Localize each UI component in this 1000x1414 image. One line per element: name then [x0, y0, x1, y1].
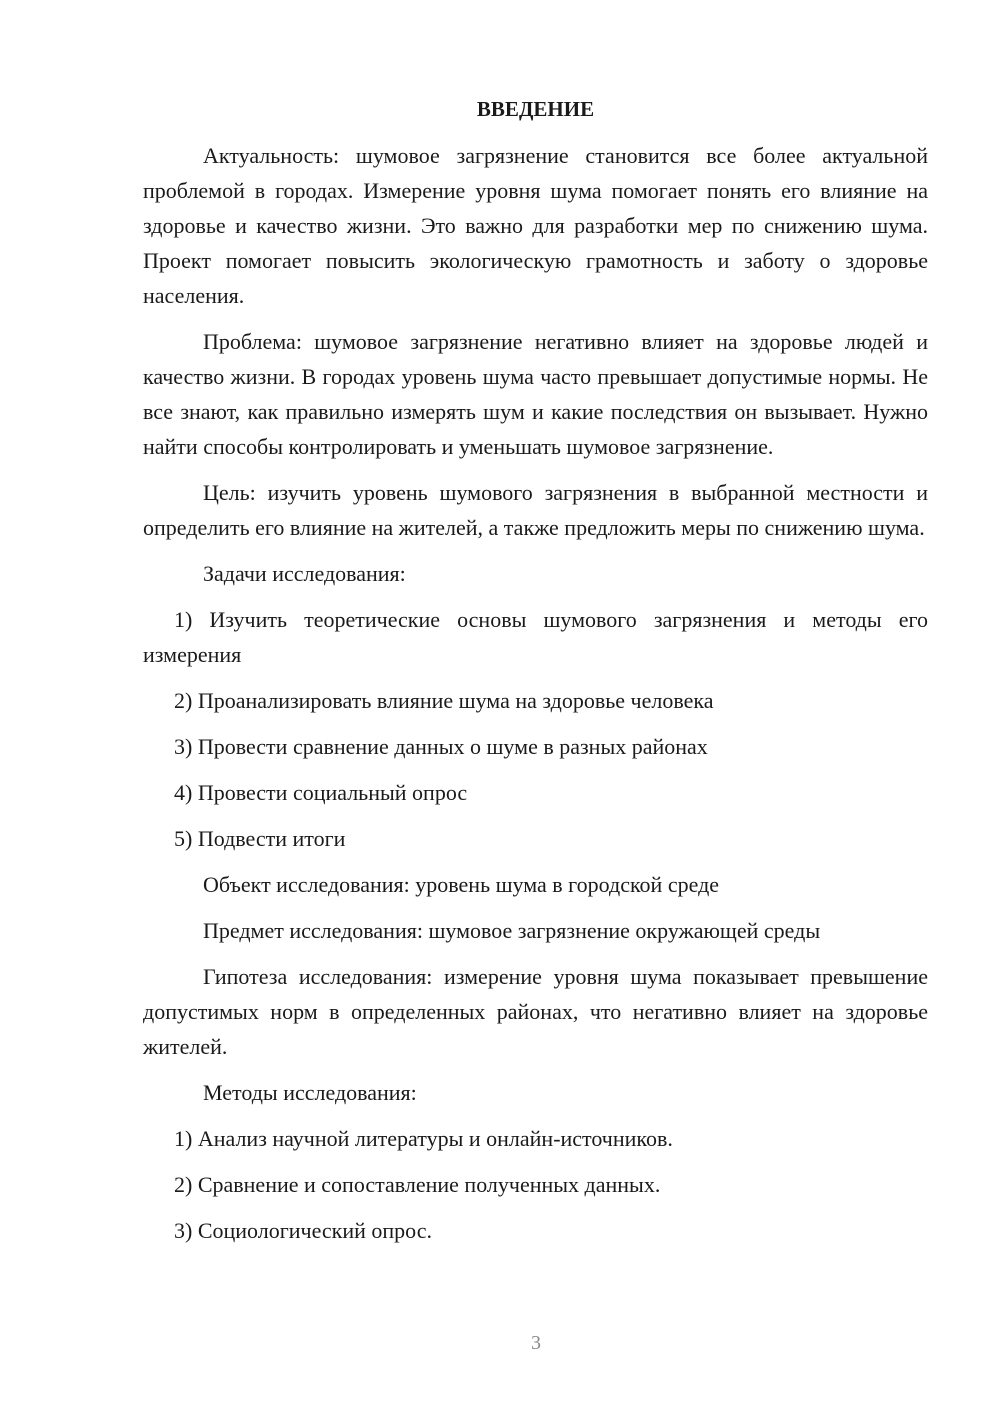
- page-number: 3: [531, 1332, 541, 1354]
- subject-paragraph: Предмет исследования: шумовое загрязнение окружающей среды: [203, 918, 821, 943]
- hypothesis-paragraph: Гипотеза исследования: измерение уровня шума показывает превышение допустимых норм в определенных районах, что негативно влияет на здоровье жителей.: [143, 964, 928, 1059]
- object-paragraph: Объект исследования: уровень шума в городской среде: [203, 872, 720, 897]
- tasks-list: [143, 602, 928, 856]
- list-item: 1) Анализ научной литературы и онлайн-источников.: [174, 1126, 673, 1151]
- goal-paragraph: Цель: изучить уровень шумового загрязнения в выбранной местности и определить его влияние на жителей, а также предложить меры по снижению шума.: [143, 480, 928, 540]
- list-item: 2) Проанализировать влияние шума на здоровье человека: [174, 688, 714, 713]
- list-item: 5) Подвести итоги: [174, 826, 346, 851]
- list-item: 2) Сравнение и сопоставление полученных данных.: [174, 1172, 661, 1197]
- list-item: 3) Социологический опрос.: [174, 1218, 432, 1243]
- list-item: 1) Изучить теоретические основы шумового загрязнения и методы его измерения: [143, 607, 928, 667]
- section-title: ВВЕДЕНИЕ: [476, 97, 595, 121]
- relevance-paragraph: Актуальность: шумовое загрязнение становится все более актуальной проблемой в городах. Измерение уровня шума помогает понять его влияние на здоровье и качество жизни. Это важно для разработки мер по снижению шума. Проект помогает повысить экологическую грамотность и заботу о здоровье населения.: [143, 143, 928, 308]
- tasks-heading: Задачи исследования:: [203, 561, 406, 586]
- page-content: [143, 92, 928, 1259]
- list-item: 3) Провести сравнение данных о шуме в разных районах: [174, 734, 708, 759]
- list-item: 4) Провести социальный опрос: [174, 780, 468, 805]
- problem-paragraph: Проблема: шумовое загрязнение негативно влияет на здоровье людей и качество жизни. В городах уровень шума часто превышает допустимые нормы. Не все знают, как правильно измерять шум и какие последствия он вызывает. Нужно найти способы контролировать и уменьшать шумовое загрязнение.: [143, 329, 928, 459]
- methods-list: [143, 1121, 928, 1248]
- methods-heading: Методы исследования:: [203, 1080, 417, 1105]
